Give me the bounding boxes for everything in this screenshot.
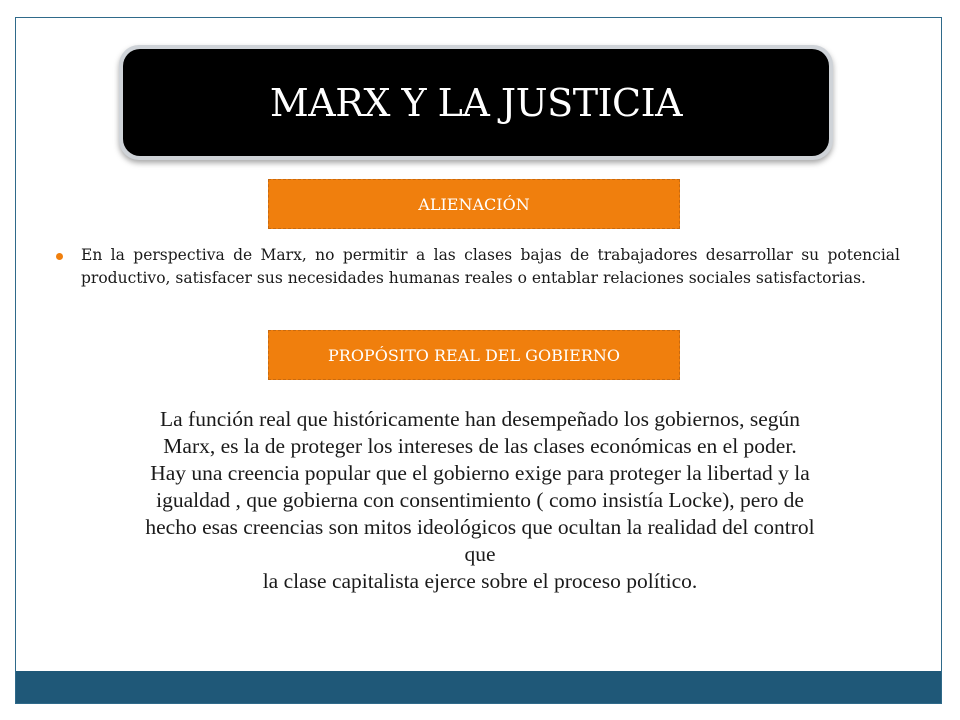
paragraph-line: La función real que históricamente han desempeñado los gobiernos, según (159, 407, 801, 431)
footer-band (16, 671, 941, 703)
body-paragraph (40, 406, 920, 595)
paragraph-line: la clase capitalista ejerce sobre el proceso político. (262, 569, 698, 593)
bullet-item (56, 244, 900, 290)
slide-title: MARX Y LA JUSTICIA (269, 80, 683, 125)
paragraph-line: Hay una creencia popular que el gobierno exige para proteger la libertad y la (150, 461, 810, 485)
title-banner-inner (123, 49, 829, 156)
section-label-proposito: PROPÓSITO REAL DEL GOBIERNO (268, 330, 680, 380)
bullet-dot-icon (56, 253, 63, 260)
bullet-text: En la perspectiva de Marx, no permitir a las clases bajas de trabajadores desarrollar su potencial productivo, satisfacer sus necesidades humanas reales o entablar relaciones sociales satisfactorias. (81, 246, 900, 287)
section-label-alienacion: ALIENACIÓN (268, 179, 680, 229)
paragraph-line: que (464, 542, 496, 566)
paragraph-line: igualdad , que gobierna con consentimiento ( como insistía Locke), pero de (156, 488, 804, 512)
paragraph-line: Marx, es la de proteger los intereses de las clases económicas en el poder. (163, 434, 797, 458)
paragraph-line: hecho esas creencias son mitos ideológicos que ocultan la realidad del control (145, 515, 815, 539)
title-banner (119, 45, 833, 160)
